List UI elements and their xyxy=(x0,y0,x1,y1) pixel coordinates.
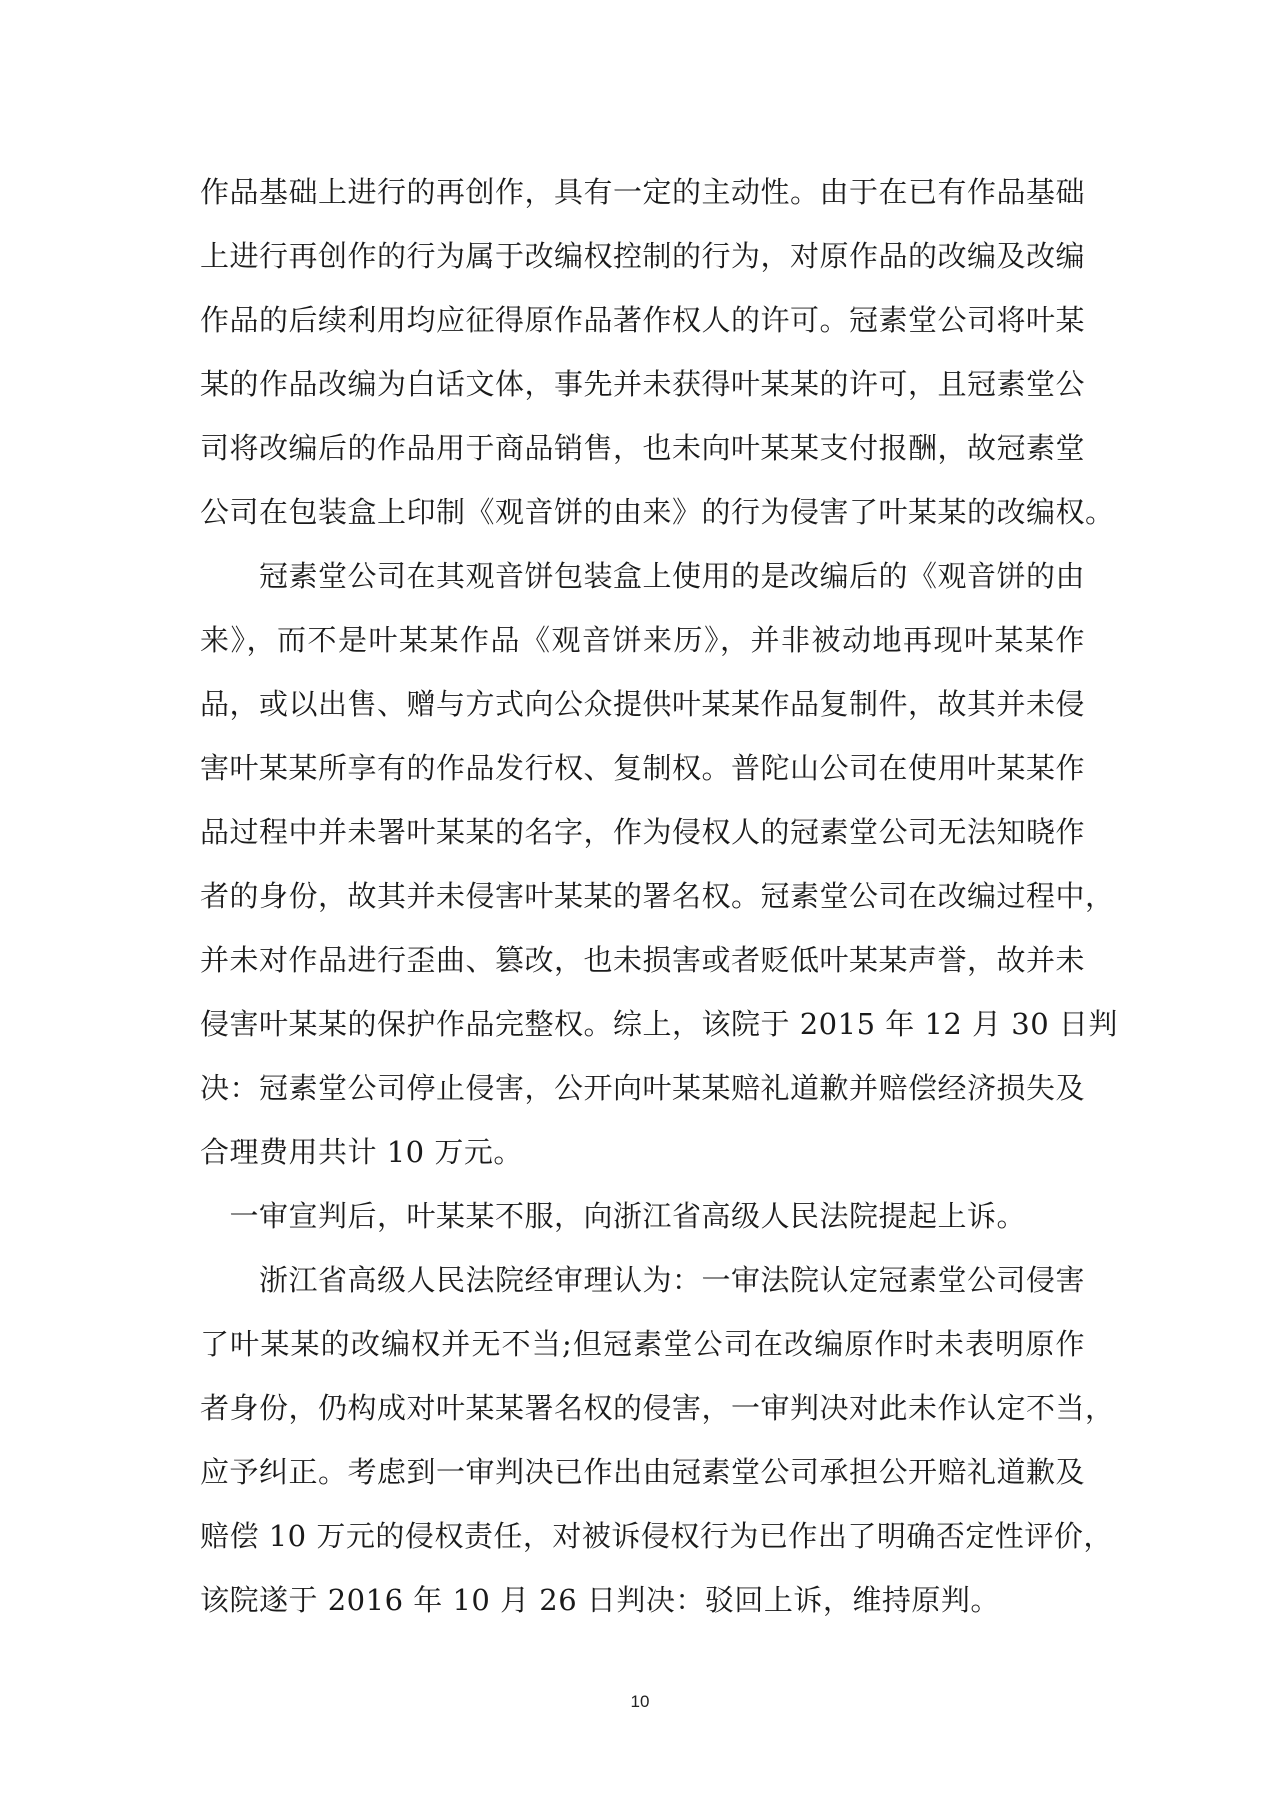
page-number: 10 xyxy=(630,1692,650,1711)
text-line: 决：冠素堂公司停止侵害，公开向叶某某赔礼道歉并赔偿经济损失及 xyxy=(200,1071,1086,1105)
text-line: 作品的后续利用均应征得原作品著作权人的许可。冠素堂公司将叶某 xyxy=(200,303,1086,337)
text-line: 了叶某某的改编权并无不当;但冠素堂公司在改编原作时未表明原作 xyxy=(200,1327,1085,1361)
text-line: 赔偿 10 万元的侵权责任，对被诉侵权行为已作出了明确否定性评价， xyxy=(200,1519,1113,1553)
text-line: 上进行再创作的行为属于改编权控制的行为，对原作品的改编及改编 xyxy=(200,239,1086,273)
text-line: 品过程中并未署叶某某的名字，作为侵权人的冠素堂公司无法知晓作 xyxy=(200,815,1086,849)
text-line: 来》，而不是叶某某作品《观音饼来历》，并非被动地再现叶某某作 xyxy=(200,623,1085,657)
text-line: 品，或以出售、赠与方式向公众提供叶某某作品复制件，故其并未侵 xyxy=(200,687,1086,721)
text-line: 应予纠正。考虑到一审判决已作出由冠素堂公司承担公开赔礼道歉及 xyxy=(200,1455,1086,1489)
text-line: 司将改编后的作品用于商品销售，也未向叶某某支付报酬，故冠素堂 xyxy=(200,431,1086,465)
text-line: 侵害叶某某的保护作品完整权。综上，该院于 2015 年 12 月 30 日判 xyxy=(200,1007,1118,1041)
text-line: 该院遂于 2016 年 10 月 26 日判决：驳回上诉，维持原判。 xyxy=(200,1583,1000,1617)
text-line: 冠素堂公司在其观音饼包装盒上使用的是改编后的《观音饼的由 xyxy=(200,559,1086,593)
text-line: 一审宣判后，叶某某不服，向浙江省高级人民法院提起上诉。 xyxy=(200,1199,1027,1233)
text-line: 公司在包装盒上印制《观音饼的由来》的行为侵害了叶某某的改编权。 xyxy=(200,495,1115,529)
text-line: 害叶某某所享有的作品发行权、复制权。普陀山公司在使用叶某某作 xyxy=(200,751,1086,785)
text-line: 者的身份，故其并未侵害叶某某的署名权。冠素堂公司在改编过程中， xyxy=(200,879,1115,913)
text-line: 合理费用共计 10 万元。 xyxy=(200,1135,523,1169)
text-line: 浙江省高级人民法院经审理认为：一审法院认定冠素堂公司侵害 xyxy=(200,1263,1086,1297)
text-line: 作品基础上进行的再创作，具有一定的主动性。由于在已有作品基础 xyxy=(200,175,1086,209)
text-line: 者身份，仍构成对叶某某署名权的侵害，一审判决对此未作认定不当， xyxy=(200,1391,1115,1425)
text-line: 并未对作品进行歪曲、篡改，也未损害或者贬低叶某某声誉，故并未 xyxy=(200,943,1086,977)
text-line: 某的作品改编为白话文体，事先并未获得叶某某的许可，且冠素堂公 xyxy=(200,367,1086,401)
